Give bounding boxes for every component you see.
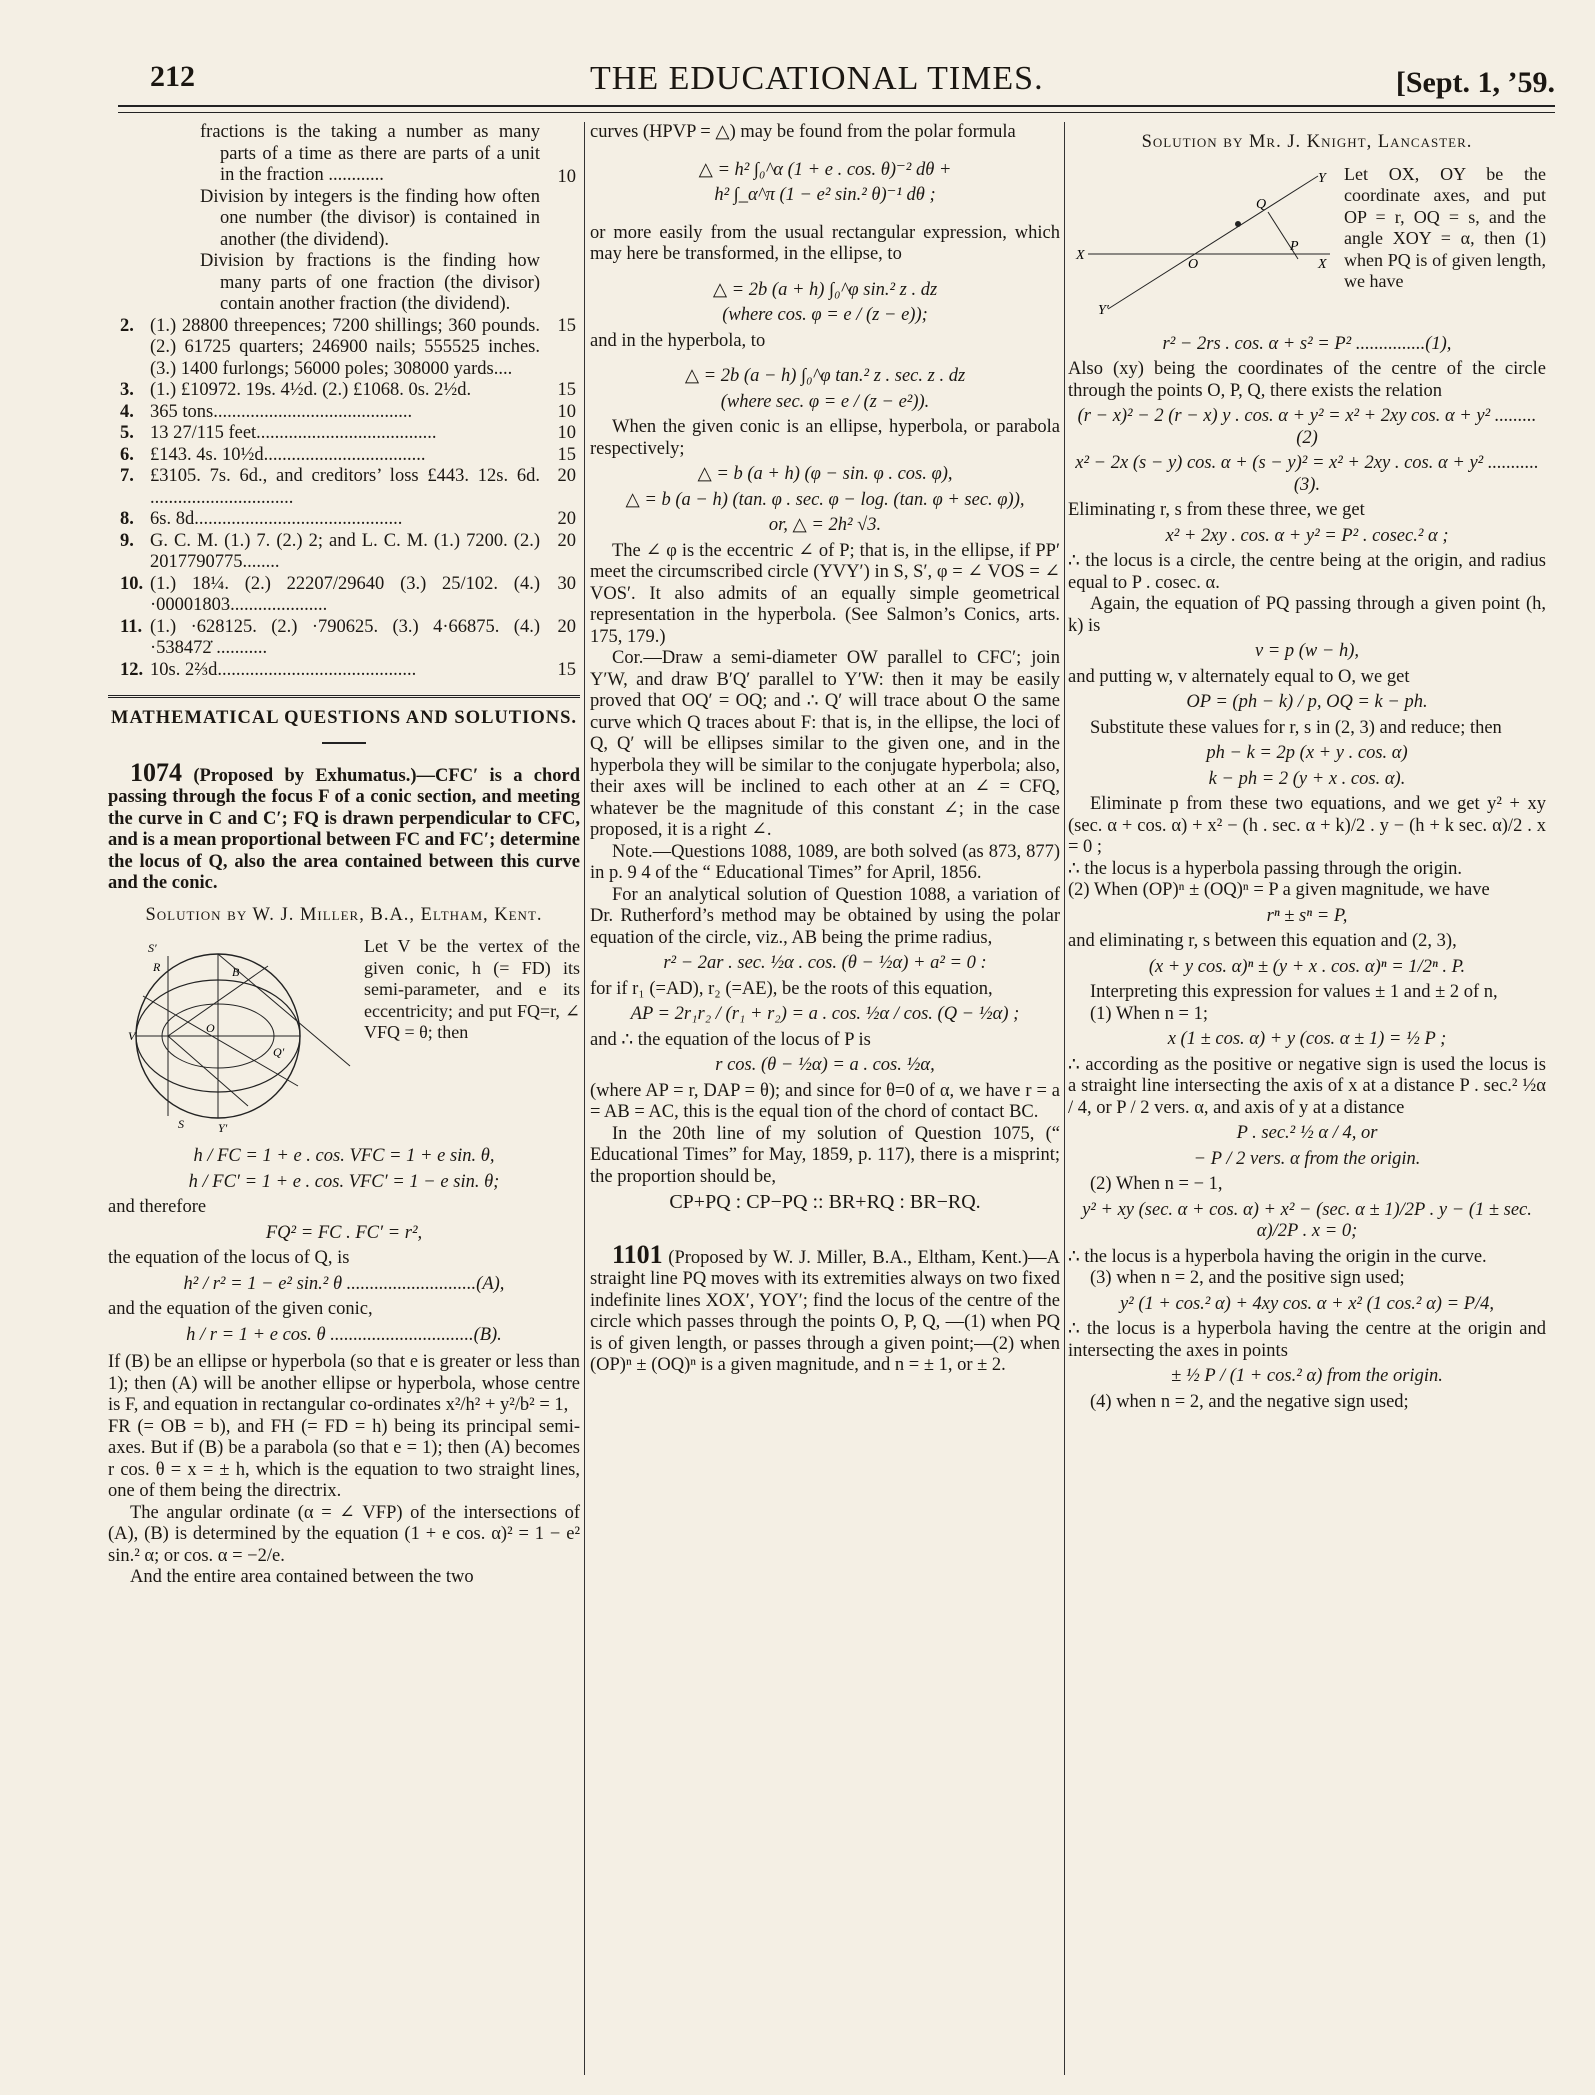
- svg-text:Q′: Q′: [273, 1045, 285, 1059]
- equation: P . sec.² ½ α / 4, or: [1236, 1123, 1378, 1143]
- answer-text: (1.) ·628125. (2.) ·790625. (3.) 4·66875. (4.) ·538472̇ ...........: [150, 616, 540, 658]
- paragraph: and eliminating r, s between this equation and (2, 3),: [1068, 931, 1457, 951]
- svg-text:Y: Y: [1318, 170, 1326, 186]
- intro-line: fractions is the taking a number as many parts of a time as there are parts of a unit in the fraction ............: [200, 122, 540, 185]
- axes-diagram: [1068, 164, 1338, 324]
- intro-line: Division by fractions is the finding how many parts of one fraction (the divisor) contain another fraction (the dividend).: [200, 251, 540, 314]
- question-1074: [108, 757, 581, 895]
- svg-text:X: X: [1076, 247, 1085, 263]
- equation: (x + y cos. α)ⁿ ± (y + x . cos. α)ⁿ = 1/2ⁿ . P.: [1148, 956, 1466, 977]
- paragraph: Eliminating r, s from these three, we get: [1068, 500, 1365, 520]
- paragraph: (where AP = r, DAP = θ); and since for θ=0 of α, we have r = a = AB = AC, this is the equal tion of the chord of contact BC.: [590, 1080, 1060, 1122]
- marks: 10: [557, 423, 576, 443]
- answer-number: 3.: [120, 380, 134, 400]
- solution-heading: Solution by Mr. J. Knight, Lancaster.: [1141, 132, 1473, 152]
- answer-text: £143. 4s. 10½d...................................: [150, 444, 426, 465]
- journal-title: THE EDUCATIONAL TIMES.: [590, 60, 1044, 97]
- svg-text:O: O: [1188, 256, 1199, 272]
- svg-text:B: B: [232, 965, 240, 979]
- issue-date: [Sept. 1, ’59.: [1395, 66, 1555, 99]
- svg-text:Y′: Y′: [1098, 302, 1109, 318]
- section-title: MATHEMATICAL QUESTIONS AND SOLUTIONS.: [110, 708, 577, 728]
- paragraph: Interpreting this expression for values ± 1 and ± 2 of n,: [1090, 982, 1498, 1002]
- paragraph: FR (= OB = b), and FH (= FD = h) being its principal semi-axes. But if (B) be a parabola (so that e = 1); then (A) becomes r cos. θ = x = ± h, which is the equation to two straight lines, one of them being the directrix.: [108, 1416, 580, 1501]
- answer-row: [108, 423, 580, 445]
- answer-text: G. C. M. (1.) 7. (2.) 2; and L. C. M. (1.) 7200. (2.) 2017790775........: [150, 530, 540, 572]
- equation: − P / 2 vers. α from the origin.: [1193, 1148, 1421, 1169]
- answer-row: [108, 466, 580, 509]
- answer-row: [108, 574, 580, 617]
- equation: FQ² = FC . FC′ = r²,: [265, 1222, 423, 1243]
- equation: ph − k = 2p (x + y . cos. α): [1206, 743, 1408, 763]
- svg-text:P: P: [1290, 238, 1299, 254]
- paragraph: And the entire area contained between the two: [130, 1567, 474, 1587]
- column-1: [108, 122, 580, 1589]
- svg-text:S′: S′: [148, 941, 157, 955]
- paragraph: (3) when n = 2, and the positive sign used;: [1090, 1268, 1405, 1288]
- marks: 20: [557, 530, 576, 551]
- svg-text:R: R: [153, 960, 161, 974]
- answer-text: 6s. 8d.............................................: [150, 509, 403, 529]
- text-line: and the equation of the given conic,: [108, 1299, 373, 1319]
- paragraph: For an analytical solution of Question 1088, a variation of Dr. Rutherford’s method may be obtained by using the polar equation of the circle, viz., AB being the prime radius,: [590, 884, 1060, 948]
- header-rule-thin: [118, 112, 1555, 113]
- question-number: 1074: [130, 757, 182, 787]
- paragraph: or more easily from the usual rectangular expression, which may here be transformed, in the ellipse, to: [590, 222, 1060, 264]
- answer-row: [108, 380, 580, 402]
- header-rule: [118, 105, 1555, 107]
- svg-text:S: S: [178, 1117, 184, 1131]
- svg-text:Y′: Y′: [218, 1121, 228, 1135]
- answer-text: (1.) £10972. 19s. 4½d. (2.) £1068. 0s. 2½d.: [150, 380, 472, 400]
- paragraph: (1) When n = 1;: [1090, 1003, 1208, 1024]
- paragraph: and in the hyperbola, to: [590, 330, 766, 351]
- paragraph: In the 20th line of my solution of Question 1075, (“ Educational Times” for May, 1859, p. 117), there is a misprint; the proportion should be,: [590, 1123, 1060, 1187]
- answer-intro: [108, 122, 580, 316]
- intro-line: Division by integers is the finding how often one number (the divisor) is contained in another (the dividend).: [200, 186, 540, 250]
- text-line: and therefore: [108, 1197, 207, 1217]
- question-1101: [590, 1239, 1061, 1377]
- paragraph: ∴ the locus is a hyperbola having the centre at the origin and intersecting the axes in points: [1068, 1319, 1546, 1361]
- equation: y² + xy (sec. α + cos. α) + x² − (sec. α ± 1)/2P . y − (1 ± sec. α)/2P . x = 0;: [1082, 1199, 1532, 1241]
- paragraph: Cor.—Draw a semi-diameter OW parallel to CFC′; join Y′W, and draw B′Q′ parallel to Y′W: then it may be easily proved that OQ′ = OQ; and ∴ Q′ will trace about O the same curve which Q traces about F: that is, in the ellipse, the loci of Q, Q′ will be ellipses similar to the given one, and in the hyperbola they will be similar to the conjugate hyperbola; also, their axes will be inclined to each other at an ∠ = CFQ, whatever be the magnitude of this constant ∠; in the case proposed, it is a right ∠.: [590, 648, 1060, 840]
- equation-b: h / r = 1 + e cos. θ ...............................(B).: [186, 1324, 502, 1345]
- equation-1: r² − 2rs . cos. α + s² = P² ...............(1),: [1162, 333, 1452, 354]
- page-number: 212: [150, 60, 195, 93]
- column-2: [590, 122, 1060, 1377]
- answer-text: (1.) 28800 threepences; 7200 shillings; 360 pounds. (2.) 61725 quarters; 246900 nails; 555525 inches. (3.) 1400 furlongs; 56000 poles; 308000 yards....: [150, 315, 540, 379]
- answer-number: 2.: [120, 315, 134, 336]
- answer-number: 10.: [120, 573, 144, 594]
- answer-text: 365 tons...........................................: [150, 401, 413, 422]
- equation: x (1 ± cos. α) + y (cos. α ± 1) = ½ P ;: [1167, 1029, 1447, 1049]
- svg-text:O: O: [206, 1021, 215, 1035]
- text-line: the equation of the locus of Q, is: [108, 1248, 350, 1268]
- equation: △ = 2b (a − h) ∫₀^φ tan.² z . sec. z . dz: [684, 366, 966, 386]
- answer-number: 7.: [120, 466, 134, 486]
- equation: CP+PQ : CP−PQ :: BR+RQ : BR−RQ.: [669, 1191, 981, 1213]
- answer-row: [108, 660, 580, 682]
- marks: 20: [557, 509, 576, 529]
- answer-row: [108, 509, 580, 531]
- figure-block: [1068, 164, 1546, 324]
- answer-row: [108, 617, 580, 660]
- answer-text: £3105. 7s. 6d., and creditors’ loss £443. 12s. 6d. ...............................: [150, 466, 540, 508]
- page-header: [150, 60, 1555, 110]
- equation-a: h² / r² = 1 − e² sin.² θ ............................(A),: [183, 1273, 505, 1294]
- equation: v = p (w − h),: [1254, 641, 1360, 661]
- paragraph: and ∴ the equation of the locus of P is: [590, 1029, 871, 1050]
- marks: 15: [557, 659, 576, 680]
- figure-text: Let V be the vertex of the given conic, h (= FD) its semi-parameter, and e its eccentricity; and put FQ=r, ∠ VFQ = θ; then: [364, 936, 580, 1042]
- paragraph: (2) When (OP)ⁿ ± (OQ)ⁿ = P a given magnitude, we have: [1068, 880, 1490, 900]
- paragraph: Again, the equation of PQ passing through a given point (h, k) is: [1068, 594, 1546, 636]
- marks: 10: [557, 167, 576, 187]
- equation: rⁿ ± sⁿ = P,: [1266, 905, 1348, 926]
- equation: or, △ = 2h² √3.: [768, 515, 882, 535]
- short-rule: [322, 742, 366, 744]
- column-divider: [584, 122, 585, 2075]
- paragraph: Also (xy) being the coordinates of the centre of the circle through the points O, P, Q, there exists the relation: [1068, 359, 1546, 401]
- equation: x² + 2xy . cos. α + y² = P² . cosec.² α ;: [1165, 525, 1449, 546]
- equation: y² (1 + cos.² α) + 4xy cos. α + x² (1 cos.² α) = P/4,: [1119, 1293, 1495, 1314]
- answer-text: 13 27/115 feet.......................................: [150, 423, 437, 443]
- paragraph: and putting w, v alternately equal to O, we get: [1068, 666, 1410, 687]
- solution-heading: Solution by W. J. Miller, B.A., Eltham, Kent.: [145, 904, 543, 925]
- answer-number: 9.: [120, 530, 134, 551]
- conic-diagram: [108, 936, 358, 1136]
- equation: △ = b (a + h) (φ − sin. φ . cos. φ),: [697, 464, 953, 484]
- answer-number: 11.: [120, 616, 143, 637]
- paragraph: If (B) be an ellipse or hyperbola (so that e is greater or less than 1); then (A) will be another ellipse or hyperbola, whose centre is F, and equation in rectangular co-ordinates x²/h² + y²/b² = 1,: [108, 1352, 580, 1415]
- question-number: 1101: [612, 1239, 663, 1269]
- equation: △ = 2b (a + h) ∫₀^φ sin.² z . dz: [712, 279, 938, 300]
- answer-row: [108, 445, 580, 467]
- equation: ± ½ P / (1 + cos.² α) from the origin.: [1171, 1366, 1443, 1386]
- answer-row: [108, 316, 580, 381]
- answer-number: 6.: [120, 444, 134, 465]
- question-text: (Proposed by W. J. Miller, B.A., Eltham, Kent.)—A straight line PQ moves with its extremities always on two fixed indefinite lines XOX′, YOY′; find the locus of the centre of the circle which passes through the points O, P, Q, —(1) when PQ is of given length, or passes through a given point;—(2) when (OP)ⁿ ± (OQ)ⁿ is a given magnitude, and n = ± 1, or ± 2.: [590, 1247, 1061, 1375]
- section-rule: [108, 695, 580, 698]
- answer-text: (1.) 18¼. (2.) 22207/29640 (3.) 25/102. (4.) ·00001803.....................: [150, 573, 540, 615]
- equation: OP = (ph − k) / p, OQ = k − ph.: [1186, 692, 1428, 712]
- svg-text:Q: Q: [1256, 196, 1267, 212]
- paragraph: ∴ the locus is a circle, the centre being at the origin, and radius equal to P . cosec. α.: [1068, 551, 1546, 593]
- paragraph: curves (HPVP = △) may be found from the polar formula: [590, 122, 1016, 142]
- equation: AP = 2r₁r₂ / (r₁ + r₂) = a . cos. ½α / cos. (Q − ½α) ;: [630, 1004, 1020, 1024]
- paragraph: The angular ordinate (α = ∠ VFP) of the intersections of (A), (B) is determined by the equation (1 + e cos. α)² = 1 − e² sin.² α; or cos. α = −2/e.: [108, 1502, 580, 1566]
- paragraph: The ∠ φ is the eccentric ∠ of P; that is, in the ellipse, if PP′ meet the circumscribed circle (YVY′) in S, S′, φ = ∠ VOS = ∠ VOS′. It also admits of an equally simple geometrical representation in the hyperbola. (See Salmon’s Conics, arts. 175, 179.): [590, 540, 1060, 647]
- marks: 20: [557, 616, 576, 637]
- equation: h² ∫_α^π (1 − e² sin.² θ)⁻¹ dθ ;: [714, 185, 936, 205]
- equation: (where sec. φ = e / (z − e²)).: [720, 391, 930, 412]
- marks: 15: [557, 380, 576, 400]
- answer-row: [108, 531, 580, 574]
- equation: h / FC′ = 1 + e . cos. VFC′ = 1 − e sin. θ;: [188, 1171, 500, 1192]
- marks: 15: [557, 444, 576, 465]
- equation: △ = b (a − h) (tan. φ . sec. φ − log. (tan. φ + sec. φ)),: [625, 489, 1025, 510]
- figure-block: [108, 936, 580, 1136]
- marks: 30: [557, 573, 576, 594]
- equation-2: (r − x)² − 2 (r − x) y . cos. α + y² = x² + 2xy cos. α + y² .........(2): [1077, 406, 1537, 448]
- equation: k − ph = 2 (y + x . cos. α).: [1208, 768, 1406, 789]
- answer-list: [108, 316, 580, 682]
- equation-3: x² − 2x (s − y) cos. α + (s − y)² = x² + 2xy . cos. α + y² ...........(3).: [1075, 453, 1539, 495]
- equation: r cos. (θ − ½α) = a . cos. ½α,: [715, 1055, 935, 1075]
- column-3: [1068, 122, 1546, 1413]
- paragraph: Substitute these values for r, s in (2, 3) and reduce; then: [1090, 717, 1502, 738]
- paragraph: ∴ the locus is a hyperbola passing through the origin.: [1068, 858, 1463, 879]
- paragraph: (2) When n = − 1,: [1090, 1174, 1223, 1194]
- answer-row: [108, 402, 580, 424]
- svg-text:V: V: [128, 1029, 136, 1043]
- answer-number: 8.: [120, 509, 134, 529]
- answer-number: 5.: [120, 423, 134, 443]
- equation: △ = h² ∫₀^α (1 + e . cos. θ)⁻² dθ +: [698, 159, 952, 180]
- question-text: (Proposed by Exhumatus.)—CFC′ is a chord passing through the focus F of a conic section, and meeting the curve in C and C′; FQ is drawn perpendicular to CFC, and is a mean proportional between FC and FC′; determine the locus of Q, also the area contained between this curve and the conic.: [108, 765, 581, 893]
- marks: 20: [557, 466, 576, 486]
- equation: (where cos. φ = e / (z − e));: [722, 305, 928, 325]
- column-divider: [1064, 122, 1065, 2075]
- answer-number: 4.: [120, 401, 134, 422]
- marks: 10: [557, 401, 576, 422]
- equation: r² − 2ar . sec. ½α . cos. (θ − ½α) + a² = 0 :: [663, 953, 987, 973]
- paragraph: Note.—Questions 1088, 1089, are both solved (as 873, 877) in p. 9 4 of the “ Educational Times” for April, 1856.: [590, 841, 1060, 883]
- answer-number: 12.: [120, 659, 144, 680]
- paragraph: When the given conic is an ellipse, hyperbola, or parabola respectively;: [590, 417, 1060, 459]
- paragraph: Eliminate p from these two equations, and we get y² + xy (sec. α + cos. α) + x² − (h . sec. α + k)/2 . y − (h + k sec. α)/2 . x = 0 ;: [1068, 794, 1546, 857]
- equation: h / FC = 1 + e . cos. VFC = 1 + e sin. θ,: [193, 1146, 495, 1166]
- marks: 15: [557, 315, 576, 336]
- paragraph: (4) when n = 2, and the negative sign used;: [1090, 1391, 1409, 1412]
- paragraph: ∴ the locus is a hyperbola having the origin in the curve.: [1068, 1246, 1487, 1267]
- paragraph: ∴ according as the positive or negative sign is used the locus is a straight line intersecting the axis of x at a distance P . sec.² ½α / 4, or P / 2 vers. α, and axis of y at a distance: [1068, 1054, 1546, 1118]
- answer-text: 10s. 2⅔d...........................................: [150, 659, 417, 680]
- figure-text: Let OX, OY be the coordinate axes, and put OP = r, OQ = s, and the angle XOY = α, then (1) when PQ is of given length, we have: [1344, 163, 1546, 291]
- paragraph: for if r₁ (=AD), r₂ (=AE), be the roots of this equation,: [590, 978, 993, 999]
- svg-text:X: X: [1318, 256, 1327, 272]
